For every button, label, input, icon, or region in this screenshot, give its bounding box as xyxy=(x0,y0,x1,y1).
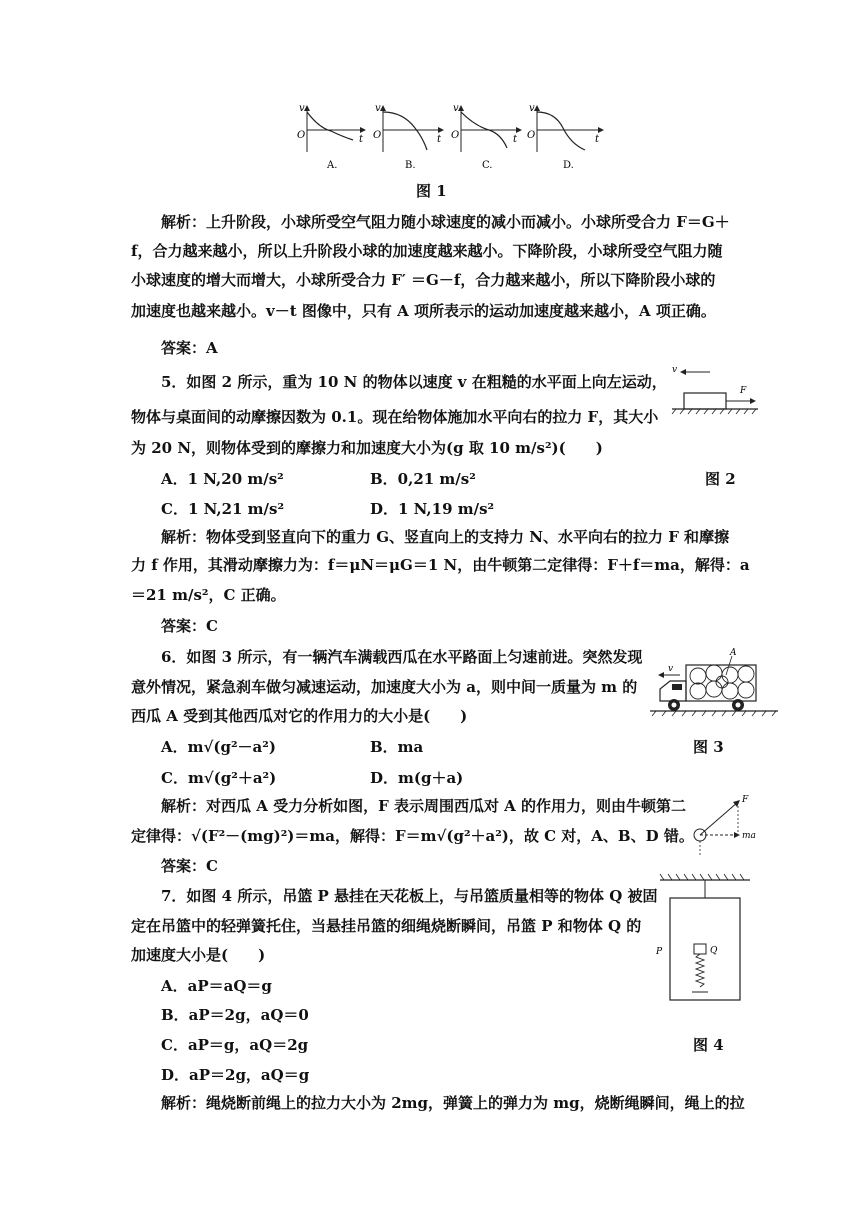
analysis-4-line-2: f，合力越来越小，所以上升阶段小球的加速度越来越小。下降阶段，小球所受空气阻力随 xyxy=(131,242,723,260)
analysis-5-line-1: 解析：物体受到竖直向下的重力 G、竖直向上的支持力 N、水平向右的拉力 F 和摩擦 xyxy=(161,528,730,546)
analysis-4-line-4: 加速度也越来越小。v－t 图像中，只有 A 项所表示的运动加速度越来越小，A 项正确。 xyxy=(131,302,716,320)
q5-line-1: 5．如图 2 所示，重为 10 N 的物体以速度 v 在粗糙的水平面上向左运动， xyxy=(161,373,667,391)
graph-c xyxy=(451,103,521,171)
svg-text:D.: D. xyxy=(563,160,574,171)
q5-option-d: D．1 N,19 m/s² xyxy=(370,500,495,518)
svg-text:P: P xyxy=(656,947,663,957)
graph-a xyxy=(297,103,365,171)
q7-line-3: 加速度大小是( ) xyxy=(131,946,266,964)
graph-d xyxy=(527,103,603,171)
svg-text:O: O xyxy=(373,130,382,141)
analysis-6-line-2: 定律得：√(F²－(mg)²)＝ma，解得：F＝m√(g²＋a²)，故 C 对，A、B、D 错。 xyxy=(131,827,694,845)
q5-option-a: A．1 N,20 m/s² xyxy=(161,470,284,488)
vt-graphs xyxy=(285,100,615,178)
analysis-5-line-3: ＝21 m/s²，C 正确。 xyxy=(131,586,286,604)
figure-2 xyxy=(658,365,768,415)
graph-b xyxy=(373,103,443,171)
svg-text:A.: A. xyxy=(327,160,338,171)
figure-2-caption: 图 2 xyxy=(705,470,736,488)
svg-text:v: v xyxy=(299,103,305,114)
svg-text:O: O xyxy=(527,130,536,141)
svg-text:v: v xyxy=(375,103,381,114)
figure-4-basket xyxy=(650,868,760,1008)
svg-text:B.: B. xyxy=(405,160,416,171)
svg-text:O: O xyxy=(451,130,460,141)
q6-option-d: D．m(g＋a) xyxy=(370,769,464,787)
svg-text:t: t xyxy=(513,134,518,145)
svg-text:A: A xyxy=(730,648,737,658)
q6-line-2: 意外情况，紧急刹车做匀减速运动，加速度大小为 a，则中间一质量为 m 的 xyxy=(131,678,638,696)
q5-line-2: 物体与桌面间的动摩擦因数为 0.1。现在给物体施加水平向右的拉力 F，其大小 xyxy=(131,408,659,426)
q6-option-b: B．ma xyxy=(370,738,424,756)
figure-1 xyxy=(285,100,615,178)
q5-option-b: B．0,21 m/s² xyxy=(370,470,476,488)
svg-text:v: v xyxy=(529,103,535,114)
answer-6: 答案：C xyxy=(161,857,218,875)
figure-3-truck xyxy=(650,645,780,717)
svg-text:O: O xyxy=(297,130,306,141)
svg-text:C.: C. xyxy=(482,160,493,171)
q5-line-3: 为 20 N，则物体受到的摩擦力和加速度大小为(g 取 10 m/s²)( ) xyxy=(131,439,603,457)
q6-option-c: C．m√(g²＋a²) xyxy=(161,769,277,787)
analysis-7-line-1: 解析：绳烧断前绳上的拉力大小为 2mg，弹簧上的弹力为 mg，烧断绳瞬间，绳上的拉 xyxy=(161,1094,745,1112)
figure-1-caption: 图 1 xyxy=(416,182,447,200)
answer-5: 答案：C xyxy=(161,617,218,635)
q6-option-a: A．m√(g²－a²) xyxy=(161,738,276,756)
answer-4: 答案：A xyxy=(161,339,218,357)
q7-option-b: B．aP＝2g，aQ＝0 xyxy=(161,1006,309,1024)
figure-4-caption: 图 4 xyxy=(693,1036,724,1054)
analysis-6-line-1: 解析：对西瓜 A 受力分析如图，F 表示周围西瓜对 A 的作用力，则由牛顿第二 xyxy=(161,797,687,815)
analysis-4-line-3: 小球速度的增大而增大，小球所受合力 F′ ＝G－f，合力越来越小，所以下降阶段小球的 xyxy=(131,271,716,289)
svg-text:ma: ma xyxy=(742,831,756,841)
q7-line-2: 定在吊篮中的轻弹簧托住，当悬挂吊篮的细绳烧断瞬间，吊篮 P 和物体 Q 的 xyxy=(131,917,642,935)
force-diagram xyxy=(680,790,760,860)
svg-text:t: t xyxy=(437,134,442,145)
q5-option-c: C．1 N,21 m/s² xyxy=(161,500,285,518)
analysis-5-line-2: 力 f 作用，其滑动摩擦力为：f＝μN＝μG＝1 N，由牛顿第二定律得：F＋f＝ma，解得：a xyxy=(131,556,750,574)
svg-text:t: t xyxy=(359,134,364,145)
svg-text:t: t xyxy=(595,134,600,145)
q7-option-c: C．aP＝g，aQ＝2g xyxy=(161,1036,309,1054)
q6-line-3: 西瓜 A 受到其他西瓜对它的作用力的大小是( ) xyxy=(131,707,468,725)
svg-text:F: F xyxy=(740,386,747,396)
svg-text:v: v xyxy=(453,103,459,114)
svg-text:v: v xyxy=(672,365,678,375)
figure-3-caption: 图 3 xyxy=(693,738,724,756)
analysis-4-line-1: 解析：上升阶段，小球所受空气阻力随小球速度的减小而减小。小球所受合力 F＝G＋ xyxy=(161,213,730,231)
q7-option-d: D．aP＝2g，aQ＝g xyxy=(161,1066,310,1084)
svg-text:Q: Q xyxy=(710,946,718,956)
q7-line-1: 7．如图 4 所示，吊篮 P 悬挂在天花板上，与吊篮质量相等的物体 Q 被固 xyxy=(161,887,658,905)
svg-text:F: F xyxy=(742,795,749,805)
q6-line-1: 6．如图 3 所示，有一辆汽车满载西瓜在水平路面上匀速前进。突然发现 xyxy=(161,648,643,666)
svg-text:v: v xyxy=(668,664,674,674)
q7-option-a: A．aP＝aQ＝g xyxy=(161,977,272,995)
